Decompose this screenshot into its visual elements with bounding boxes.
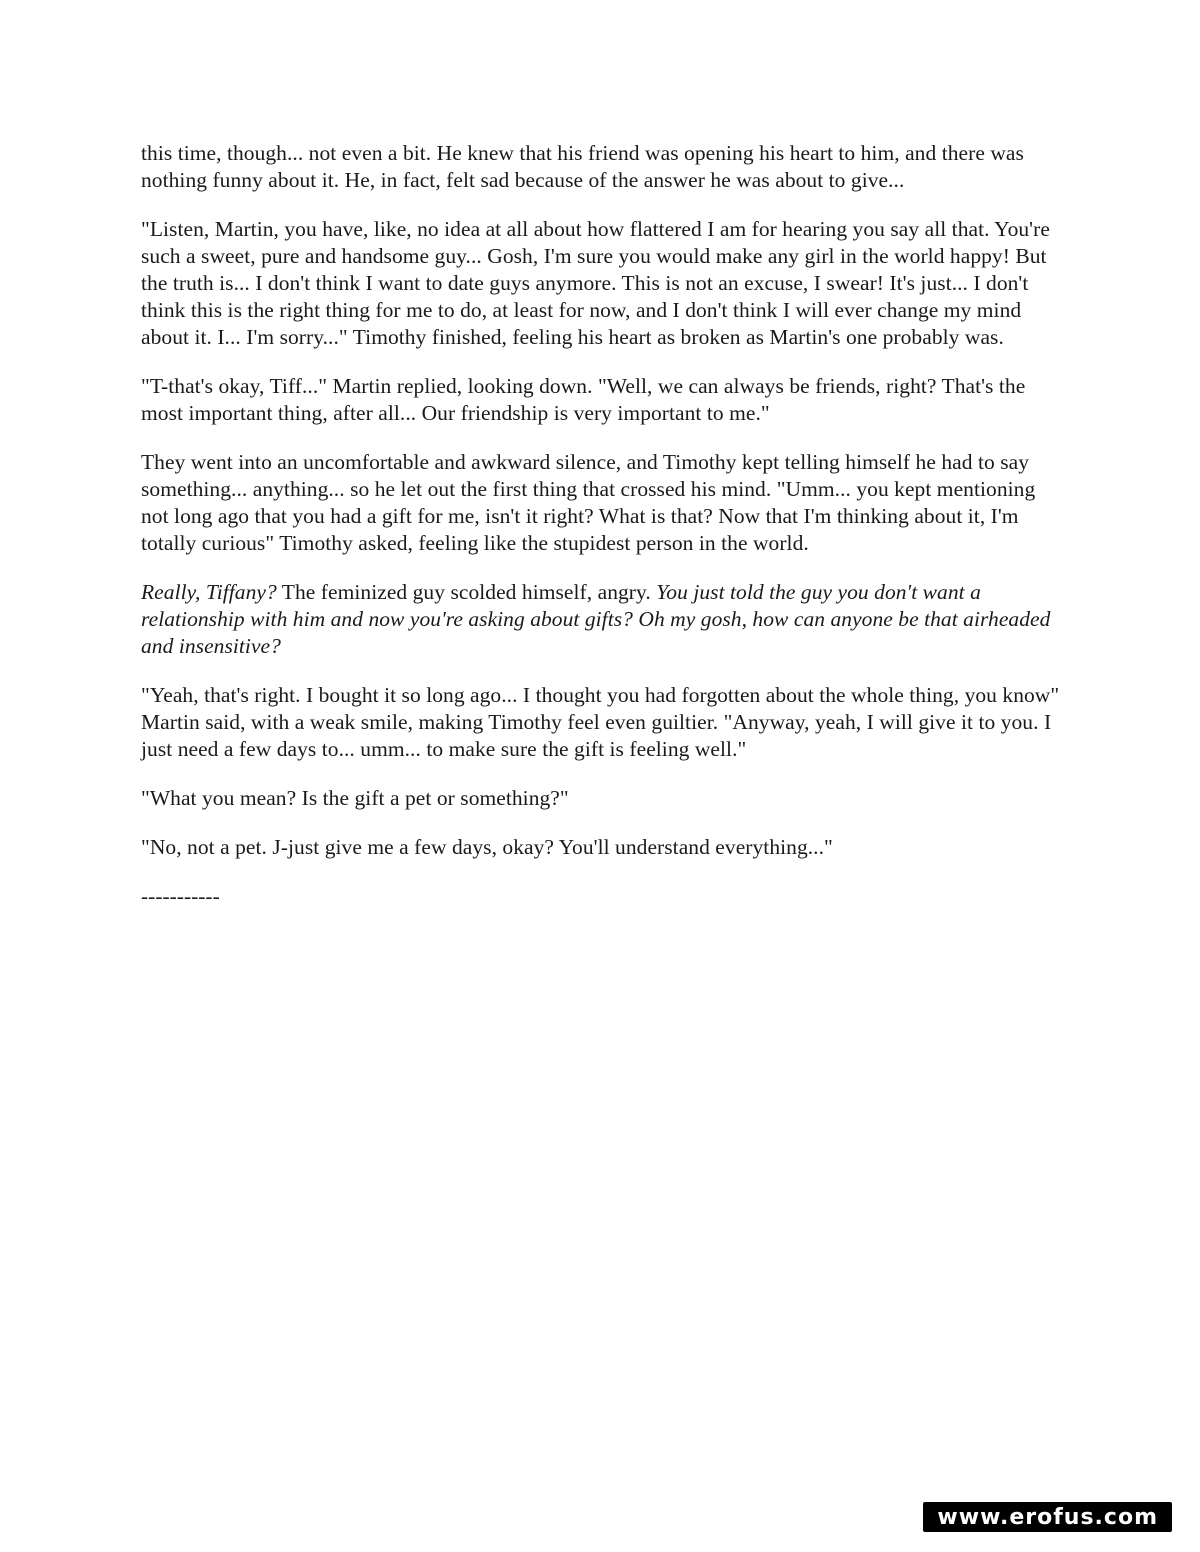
paragraph [141,834,1066,861]
paragraph [141,449,1066,557]
site-watermark [923,1502,1172,1532]
document-page [141,140,1066,910]
paragraph-italic-text: Really, Tiffany? [141,580,277,604]
paragraph-text: this time, though... not even a bit. He knew that his friend was opening his heart to him, and there was nothing funny about it. He, in fact, felt sad because of the answer he was about to give... [141,141,1024,192]
paragraph-text: "Yeah, that's right. I bought it so long ago... I thought you had forgotten about the whole thing, you know" Martin said, with a weak smile, making Timothy feel even guiltier. "Anyway, yeah, I will give it to you. I just need a few days to... umm... to make sure the gift is feeling well." [141,683,1060,761]
paragraph-italic-text: You just told the guy you don't want a relationship with him and now you're asking about gifts? Oh my gosh, how can anyone be that airheaded and insensitive? [141,580,1051,658]
paragraph [141,373,1066,427]
paragraph-text: They went into an uncomfortable and awkward silence, and Timothy kept telling himself he had to say something... anything... so he let out the first thing that crossed his mind. "Umm... you kept mentioning not long ago that you had a gift for me, isn't it right? What is that? Now that I'm thinking about it, I'm totally curious" Timothy asked, feeling like the stupidest person in the world. [141,450,1036,555]
paragraph [141,216,1066,351]
paragraph-text: "Listen, Martin, you have, like, no idea at all about how flattered I am for hearing you say all that. You're such a sweet, pure and handsome guy... Gosh, I'm sure you would make any girl in the world happy! But the truth is... I don't think I want to date guys anymore. This is not an excuse, I swear! It's just... I don't think this is the right thing for me to do, at least for now, and I don't think I will ever change my mind about it. I... I'm sorry..." Timothy finished, feeling his heart as broken as Martin's one probably was. [141,217,1050,349]
paragraph-text: The feminized guy scolded himself, angry. [276,580,657,604]
paragraph-text: "No, not a pet. J-just give me a few days, okay? You'll understand everything..." [141,835,833,859]
watermark-text: www.erofus.com [937,1504,1158,1530]
paragraph [141,682,1066,763]
document-body [141,140,1066,861]
paragraph-text: "T-that's okay, Tiff..." Martin replied, looking down. "Well, we can always be friends, right? That's the most important thing, after all... Our friendship is very important to me." [141,374,1026,425]
paragraph-text: "What you mean? Is the gift a pet or something?" [141,786,569,810]
section-separator: ----------- [141,884,220,908]
paragraph [141,140,1066,194]
paragraph [141,785,1066,812]
paragraph [141,579,1066,660]
